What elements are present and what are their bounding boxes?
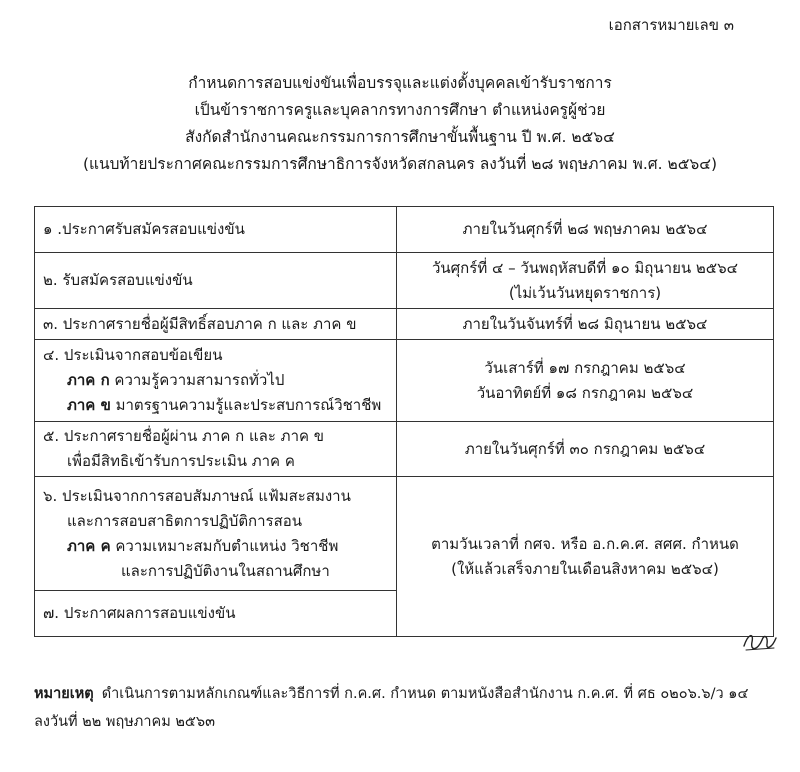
step-cell: ๓. ประกาศรายชื่อผู้มีสิทธิ์สอบภาค ก และ ภาค ข [35, 309, 397, 340]
table-row [35, 253, 774, 309]
schedule-table [34, 206, 774, 637]
note-text: ดำเนินการตามหลักเกณฑ์และวิธีการที่ ก.ค.ศ. กำหนด ตามหนังสือสำนักงาน ก.ค.ศ. ที่ ศธ ๐๒๐๖.๖/ว ๑๔ [101, 686, 749, 702]
part-text: ความรู้ความสามารถทั่วไป [109, 371, 285, 389]
date-cell [397, 340, 774, 422]
handwritten-signature [740, 628, 780, 654]
date-cell: ภายในวันจันทร์ที่ ๒๘ มิถุนายน ๒๕๖๔ [397, 309, 774, 340]
document-number: เอกสารหมายเลข ๓ [608, 16, 734, 34]
step-subitem [43, 368, 388, 393]
step-cell: ๒. รับสมัครสอบแข่งขัน [35, 253, 397, 309]
step-title: ๕. ประกาศรายชื่อผู้ผ่าน ภาค ก และ ภาค ข [43, 427, 325, 445]
step-title: ๔. ประเมินจากสอบข้อเขียน [43, 346, 223, 364]
part-label: ภาค ข [67, 396, 111, 414]
date-line: ตามวันเวลาที่ กศจ. หรือ อ.ก.ค.ศ. สศศ. กำหนด [431, 534, 739, 553]
part-text: มาตรฐานความรู้และประสบการณ์วิชาชีพ [110, 396, 382, 414]
title-line-2: เป็นข้าราชการครูและบุคลากรทางการศึกษา ตำแหน่งครูผู้ช่วย [194, 101, 606, 119]
step-cell: ๗. ประกาศผลการสอบแข่งขัน [35, 591, 397, 637]
date-cell: ภายในวันศุกร์ที่ ๒๘ พฤษภาคม ๒๕๖๔ [397, 207, 774, 253]
step-subitem: และการปฏิบัติงานในสถานศึกษา [121, 561, 330, 580]
date-line: วันอาทิตย์ที่ ๑๘ กรกฎาคม ๒๕๖๔ [476, 383, 694, 402]
step-subitem [43, 393, 388, 418]
step-cell [35, 477, 397, 591]
table-row [35, 340, 774, 422]
footnote [34, 680, 774, 736]
step-cell [35, 422, 397, 477]
date-cell [397, 253, 774, 309]
part-label: ภาค ก [67, 371, 110, 389]
step-cell: ๑ .ประกาศรับสมัครสอบแข่งขัน [35, 207, 397, 253]
title-line-4: (แนบท้ายประกาศคณะกรรมการศึกษาธิการจังหวัดสกลนคร ลงวันที่ ๒๘ พฤษภาคม พ.ศ. ๒๕๖๔) [82, 155, 718, 173]
table-row [35, 422, 774, 477]
step-subitem: และการสอบสาธิตการปฏิบัติการสอน [67, 511, 303, 530]
title-line-1: กำหนดการสอบแข่งขันเพื่อบรรจุและแต่งตั้งบุคคลเข้ารับราชการ [188, 74, 612, 92]
table-row [35, 477, 774, 591]
table-row [35, 309, 774, 340]
title-line-3: สังกัดสำนักงานคณะกรรมการการศึกษาขั้นพื้นฐาน ปี พ.ศ. ๒๕๖๔ [185, 128, 615, 146]
step-subitem: เพื่อมีสิทธิเข้ารับการประเมิน ภาค ค [67, 452, 295, 470]
note-line-1 [34, 680, 774, 708]
part-label: ภาค ค [67, 536, 111, 555]
date-cell: ภายในวันศุกร์ที่ ๓๐ กรกฎาคม ๒๕๖๔ [397, 422, 774, 477]
step-cell [35, 340, 397, 422]
date-line: (ให้แล้วเสร็จภายในเดือนสิงหาคม ๒๕๖๔) [451, 559, 719, 578]
note-label: หมายเหตุ [34, 686, 94, 702]
date-cell [397, 477, 774, 637]
date-line: วันศุกร์ที่ ๔ – วันพฤหัสบดีที่ ๑๐ มิถุนายน ๒๕๖๔ [431, 258, 738, 277]
step-title: ๖. ประเมินจากการสอบสัมภาษณ์ แฟ้มสะสมงาน [43, 486, 351, 505]
step-subitem [43, 534, 388, 559]
note-line-2: ลงวันที่ ๒๒ พฤษภาคม ๒๕๖๓ [34, 714, 216, 730]
date-line: (ไม่เว้นวันหยุดราชการ) [508, 283, 662, 302]
part-text: ความเหมาะสมกับตำแหน่ง วิชาชีพ [110, 536, 339, 555]
date-line: วันเสาร์ที่ ๑๗ กรกฎาคม ๒๕๖๔ [484, 358, 686, 377]
table-row [35, 207, 774, 253]
document-title [0, 70, 800, 178]
